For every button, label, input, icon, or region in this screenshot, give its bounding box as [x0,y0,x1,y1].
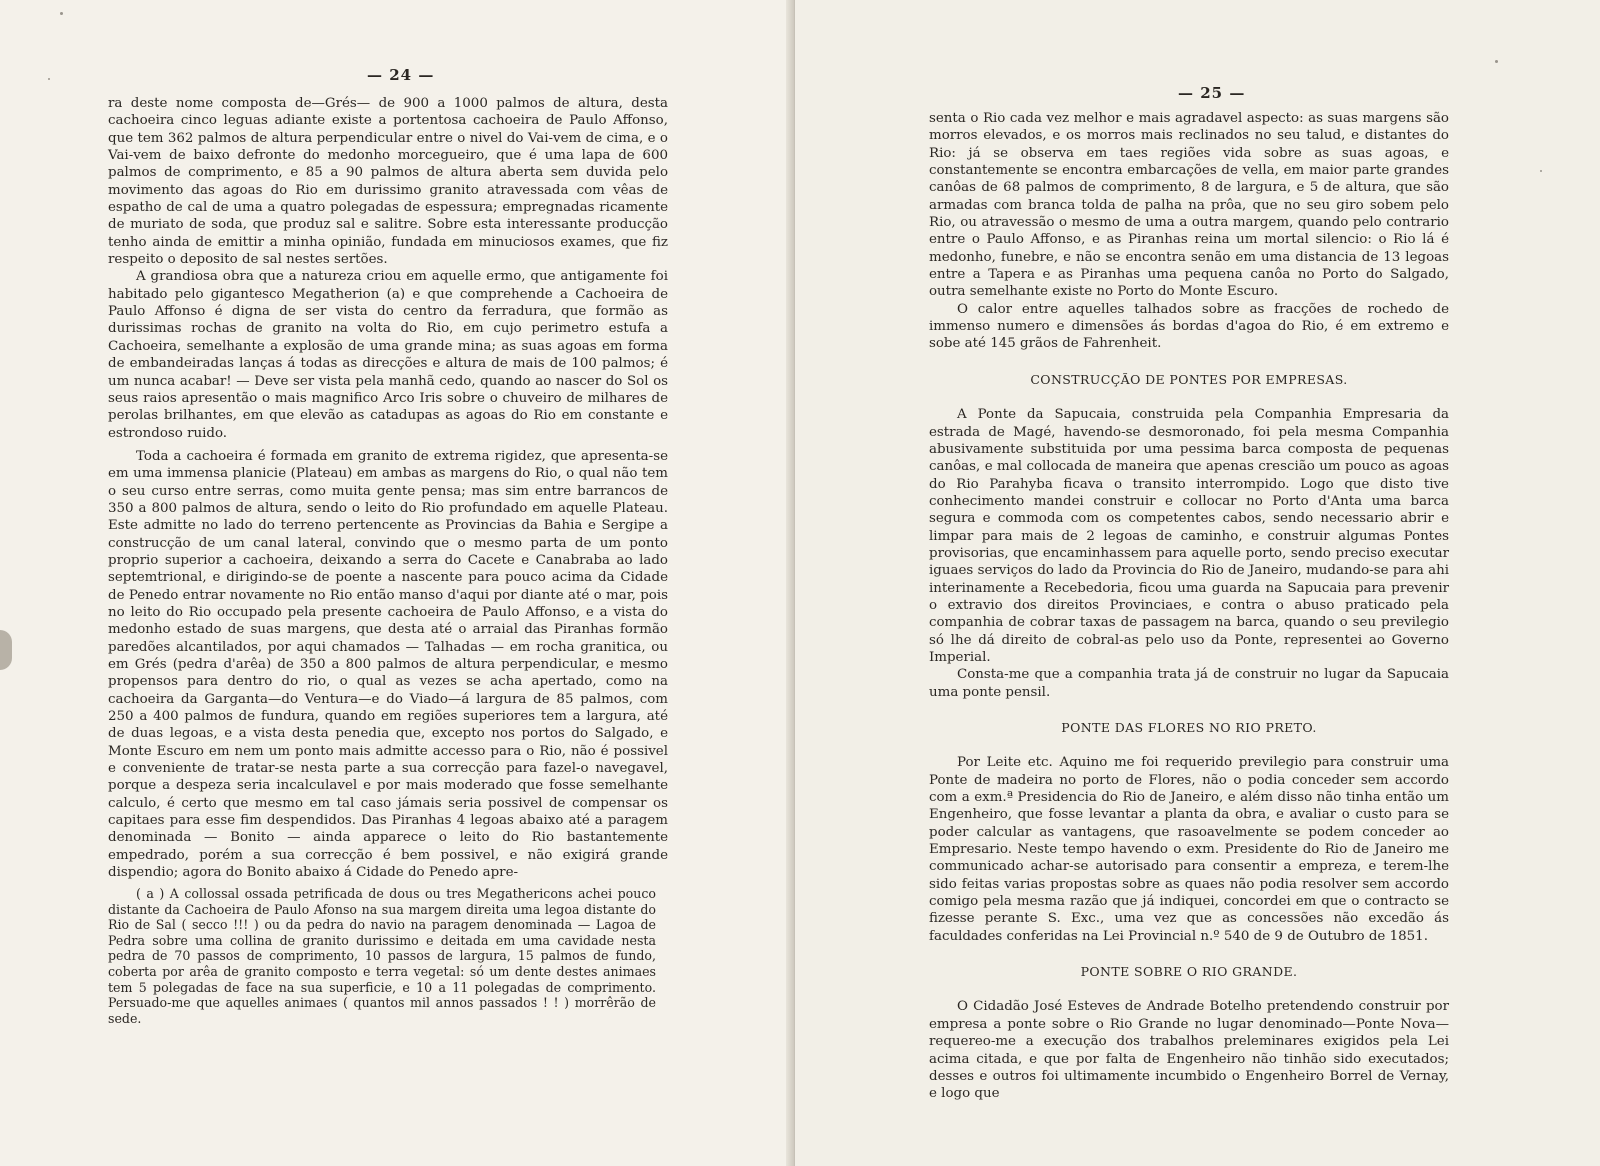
paragraph-cachoeira-granito: Toda a cachoeira é formada em granito de extrema rigidez, que apresenta-se em uma immensa planicie (Plateau) em ambas as margens do Rio, o qual não tem o seu curso entre serras, como muita gente pensa; mas sim entre barrancos de 350 a 800 palmos de altura, sendo o leito do Rio profundado em aquelle Plateau. Este admitte no lado do terreno pertencente as Provincias da Bahia e Sergipe a construcção de um canal lateral, convindo que o mesmo parta de um ponto proprio superior a cachoeira, deixando a serra do Cacete e Canabraba ao lado septemtrional, e dirigindo-se de poente a nascente para pouco acima da Cidade de Penedo entrar novamente no Rio então manso d'aqui por diante até o mar, pois no leito do Rio occupado pela presente cachoeira de Paulo Affonso, e a vista do medonho estado de suas margens, que desta até o arraial das Piranhas formão paredões alcantilados, por aqui chamados — Talhadas — em rocha granitica, ou em Grés (pedra d'arêa) de 350 a 800 palmos de altura perpendicular, e mesmo propensos para dentro do rio, o qual as vezes se acha apertado, como na cachoeira da Garganta—do Ventura—e do Viado—á largura de 85 palmos, com 250 a 400 palmos de fundura, quando em regiões superiores tem a largura, até de duas legoas, e a vista desta penedia que, excepto nos portos do Salgado, e Monte Escuro em nem um ponto mais admitte accesso para o Rio, não é possivel e conveniente de tratar-se nesta parte a sua correcção para fazel-o navegavel, porque a despeza seria incalculavel e por mais moderado que fosse semelhante calculo, é certo que mesmo em tal caso jámais seria possivel de compensar os capitaes para esse fim despendidos. Das Piranhas 4 legoas abaixo até a paragem denominada — Bonito — ainda apparece o leito do Rio bastantemente empedrado, porém a sua correcção é bem possivel, e não exigirá grande dispendio; agora do Bonito abaixo á Cidade do Penedo apre- [108,448,668,881]
left-page [0,0,795,1166]
footnote-text: ( a ) A collossal ossada petrificada de dous ou tres Megathericons achei pouco distante da Cachoeira de Paulo Afonso na sua margem direita uma legoa distante do Rio de Sal ( secco !!! ) ou da pedra do navio na paragem denominada — Lagoa de Pedra sobre uma collina de granito durissimo e deitada em uma cavidade nesta pedra de 70 passos de comprimento, 10 passos de largura, 15 palmos de fundo, coberta por arêa de granito composto e terra vegetal: só um dente destes animaes tem 5 polegadas de face na sua superficie, e 10 a 11 polegadas de comprimento. Persuado-me que aquelles animaes ( quantos mil annos passados ! ! ) morrêrão de sede. [108,886,656,1026]
page-number-25: — 25 — [1178,84,1246,102]
paragraph-ponte-pensil: Consta-me que a companhia trata já de construir no lugar da Sapucaia uma ponte pensil. [929,667,1449,700]
paper-speck [48,78,50,80]
right-page [795,0,1600,1166]
paragraph-rio-aspecto: senta o Rio cada vez melhor e mais agradavel aspecto: as suas margens são morros elevados, e os morros mais reclinados no seu talud, e distantes do Rio: já se observa em taes regiões vida sobre as suas agoas, e constantemente se encontra embarcações de vella, em maior parte grandes canôas de 68 palmos de comprimento, 8 de largura, e 5 de altura, que são armadas com branca tolda de palha na prôa, que no seu giro sobem pelo Rio, ou atravessão o mesmo de uma a outra margem, quando pelo contrario entre o Paulo Affonso, e as Piranhas reina um mortal silencio: o Rio lá é medonho, funebre, e não se encontra senão em uma distancia de 13 legoas entre a Tapera e as Piranhas uma pequena canôa no Porto do Salgado, outra semelhante existe no Porto do Monte Escuro. [929,111,1449,300]
heading-ponte-flores: PONTE DAS FLORES NO RIO PRETO. [1061,720,1317,735]
footnote-megatherion [108,886,656,1026]
left-body-text [108,95,668,881]
paragraph-natureza: A grandiosa obra que a natureza criou em aquelle ermo, que antigamente foi habitado pelo gigantesco Megatherion (a) e que comprehende a Cachoeira de Paulo Affonso é digna de ser vista do centro da ferradura, que formão as durissimas rochas de granito na volta do Rio, em cujo perimetro estufa a Cachoeira, semelhante a explosão de uma grande mina; as suas agoas em forma de embandeiradas lanças á todas as direcções e altura de mais de 100 palmos; é um nunca acabar! — Deve ser vista pela manhã cedo, quando ao nascer do Sol os seus raios apresentão o mais magnifico Arco Iris sobre o chuveiro de milhares de perolas brilhantes, em que elevão as catadupas as agoas do Rio em constante e estrondoso ruido. [108,269,668,441]
paragraph-calor: O calor entre aquelles talhados sobre as fracções de rochedo de immenso numero e dimensões ás bordas d'agoa do Rio, é em extremo e sobe até 145 grãos de Fahrenheit. [929,301,1449,352]
right-body-text [929,110,1449,1103]
binding-mark [0,630,12,670]
heading-construccao-pontes: CONSTRUCÇÃO DE PONTES POR EMPRESAS. [1030,371,1348,387]
paper-speck [1495,60,1498,63]
paragraph-paulo-affonso: ra deste nome composta de—Grés— de 900 a 1000 palmos de altura, desta cachoeira cinco leguas adiante existe a portentosa cachoeira de Paulo Affonso, que tem 362 palmos de altura perpendicular entre o nivel do Vai-vem de cima, e o Vai-vem de baixo defronte do medonho morcegueiro, que é uma lapa de 600 palmos de comprimento, e 85 a 90 palmos de altura aberta sem duvida pelo movimento das agoas do Rio em durissimo granito atravessada com vêas de espatho de cal de uma a quatro polegadas de espessura; empregnadas ricamente de muriato de soda, que produz sal e salitre. Sobre esta interessante producção tenho ainda de emittir a minha opinião, fundada em minuciosos exames, que fiz respeito o deposito de sal nestes sertões. [108,96,668,268]
page-number-24: — 24 — [367,66,435,84]
heading-ponte-rio-grande: PONTE SOBRE O RIO GRANDE. [1080,964,1298,980]
paper-speck [1540,170,1542,172]
paragraph-ponte-flores: Por Leite etc. Aquino me foi requerido previlegio para construir uma Ponte de madeira no porto de Flores, não o podia conceder sem accordo com a exm.ª Presidencia do Rio de Janeiro, e além disso não tinha então um Engenheiro, que fosse levantar a planta da obra, e avaliar o custo para se poder calcular as vantagens, que rasoavelmente se podem conceder ao Empresario. Neste tempo havendo o exm. Presidente do Rio de Janeiro me communicado achar-se autorisado para consentir a empreza, e terem-lhe sido feitas varias propostas sobre as quaes não podia resolver sem accordo comigo pela mesma razão que já indiquei, concordei em que o contracto se fizesse perante S. Exc., uma vez que as concessões não excedão ás faculdades conferidas na Lei Provincial n.º 540 de 9 de Outubro de 1851. [929,755,1449,944]
paragraph-ponte-rio-grande: O Cidadão José Esteves de Andrade Botelho pretendendo construir por empresa a ponte sobre o Rio Grande no lugar denominado—Ponte Nova—requereo-me a execução dos trabalhos preleminares exigidos pela Lei acima citada, e que por falta de Engenheiro não tinhão sido executados; desses e outros foi ultimamente incumbido o Engenheiro Borrel de Vernay, e logo que [929,999,1449,1102]
paragraph-sapucaia: A Ponte da Sapucaia, construida pela Companhia Empresaria da estrada de Magé, havendo-se desmoronado, foi pela mesma Companhia abusivamente substituida por uma pessima barca composta de pequenas canôas, e mal collocada de maneira que apenas crescião um pouco as agoas do Rio Parahyba ficava o transito interrompido. Logo que disto tive conhecimento mandei construir e collocar no Porto d'Anta uma barca segura e commoda com os competentes cabos, sendo necessario abrir e limpar para mais de 2 legoas de caminho, e construir algumas Pontes provisorias, que encaminhassem para aquelle porto, sendo preciso executar iguaes serviços do lado da Provincia do Rio de Janeiro, mudando-se para ahi interinamente a Recebedoria, ficou uma guarda na Sapucaia para prevenir o extravio dos direitos Provinciaes, e contra o abuso praticado pela companhia de cobrar taxas de passagem na barca, quando o seu previlegio só lhe dá direito de cobral-as pelo uso da Ponte, representei ao Governo Imperial. [929,407,1449,665]
paper-speck [60,12,63,15]
